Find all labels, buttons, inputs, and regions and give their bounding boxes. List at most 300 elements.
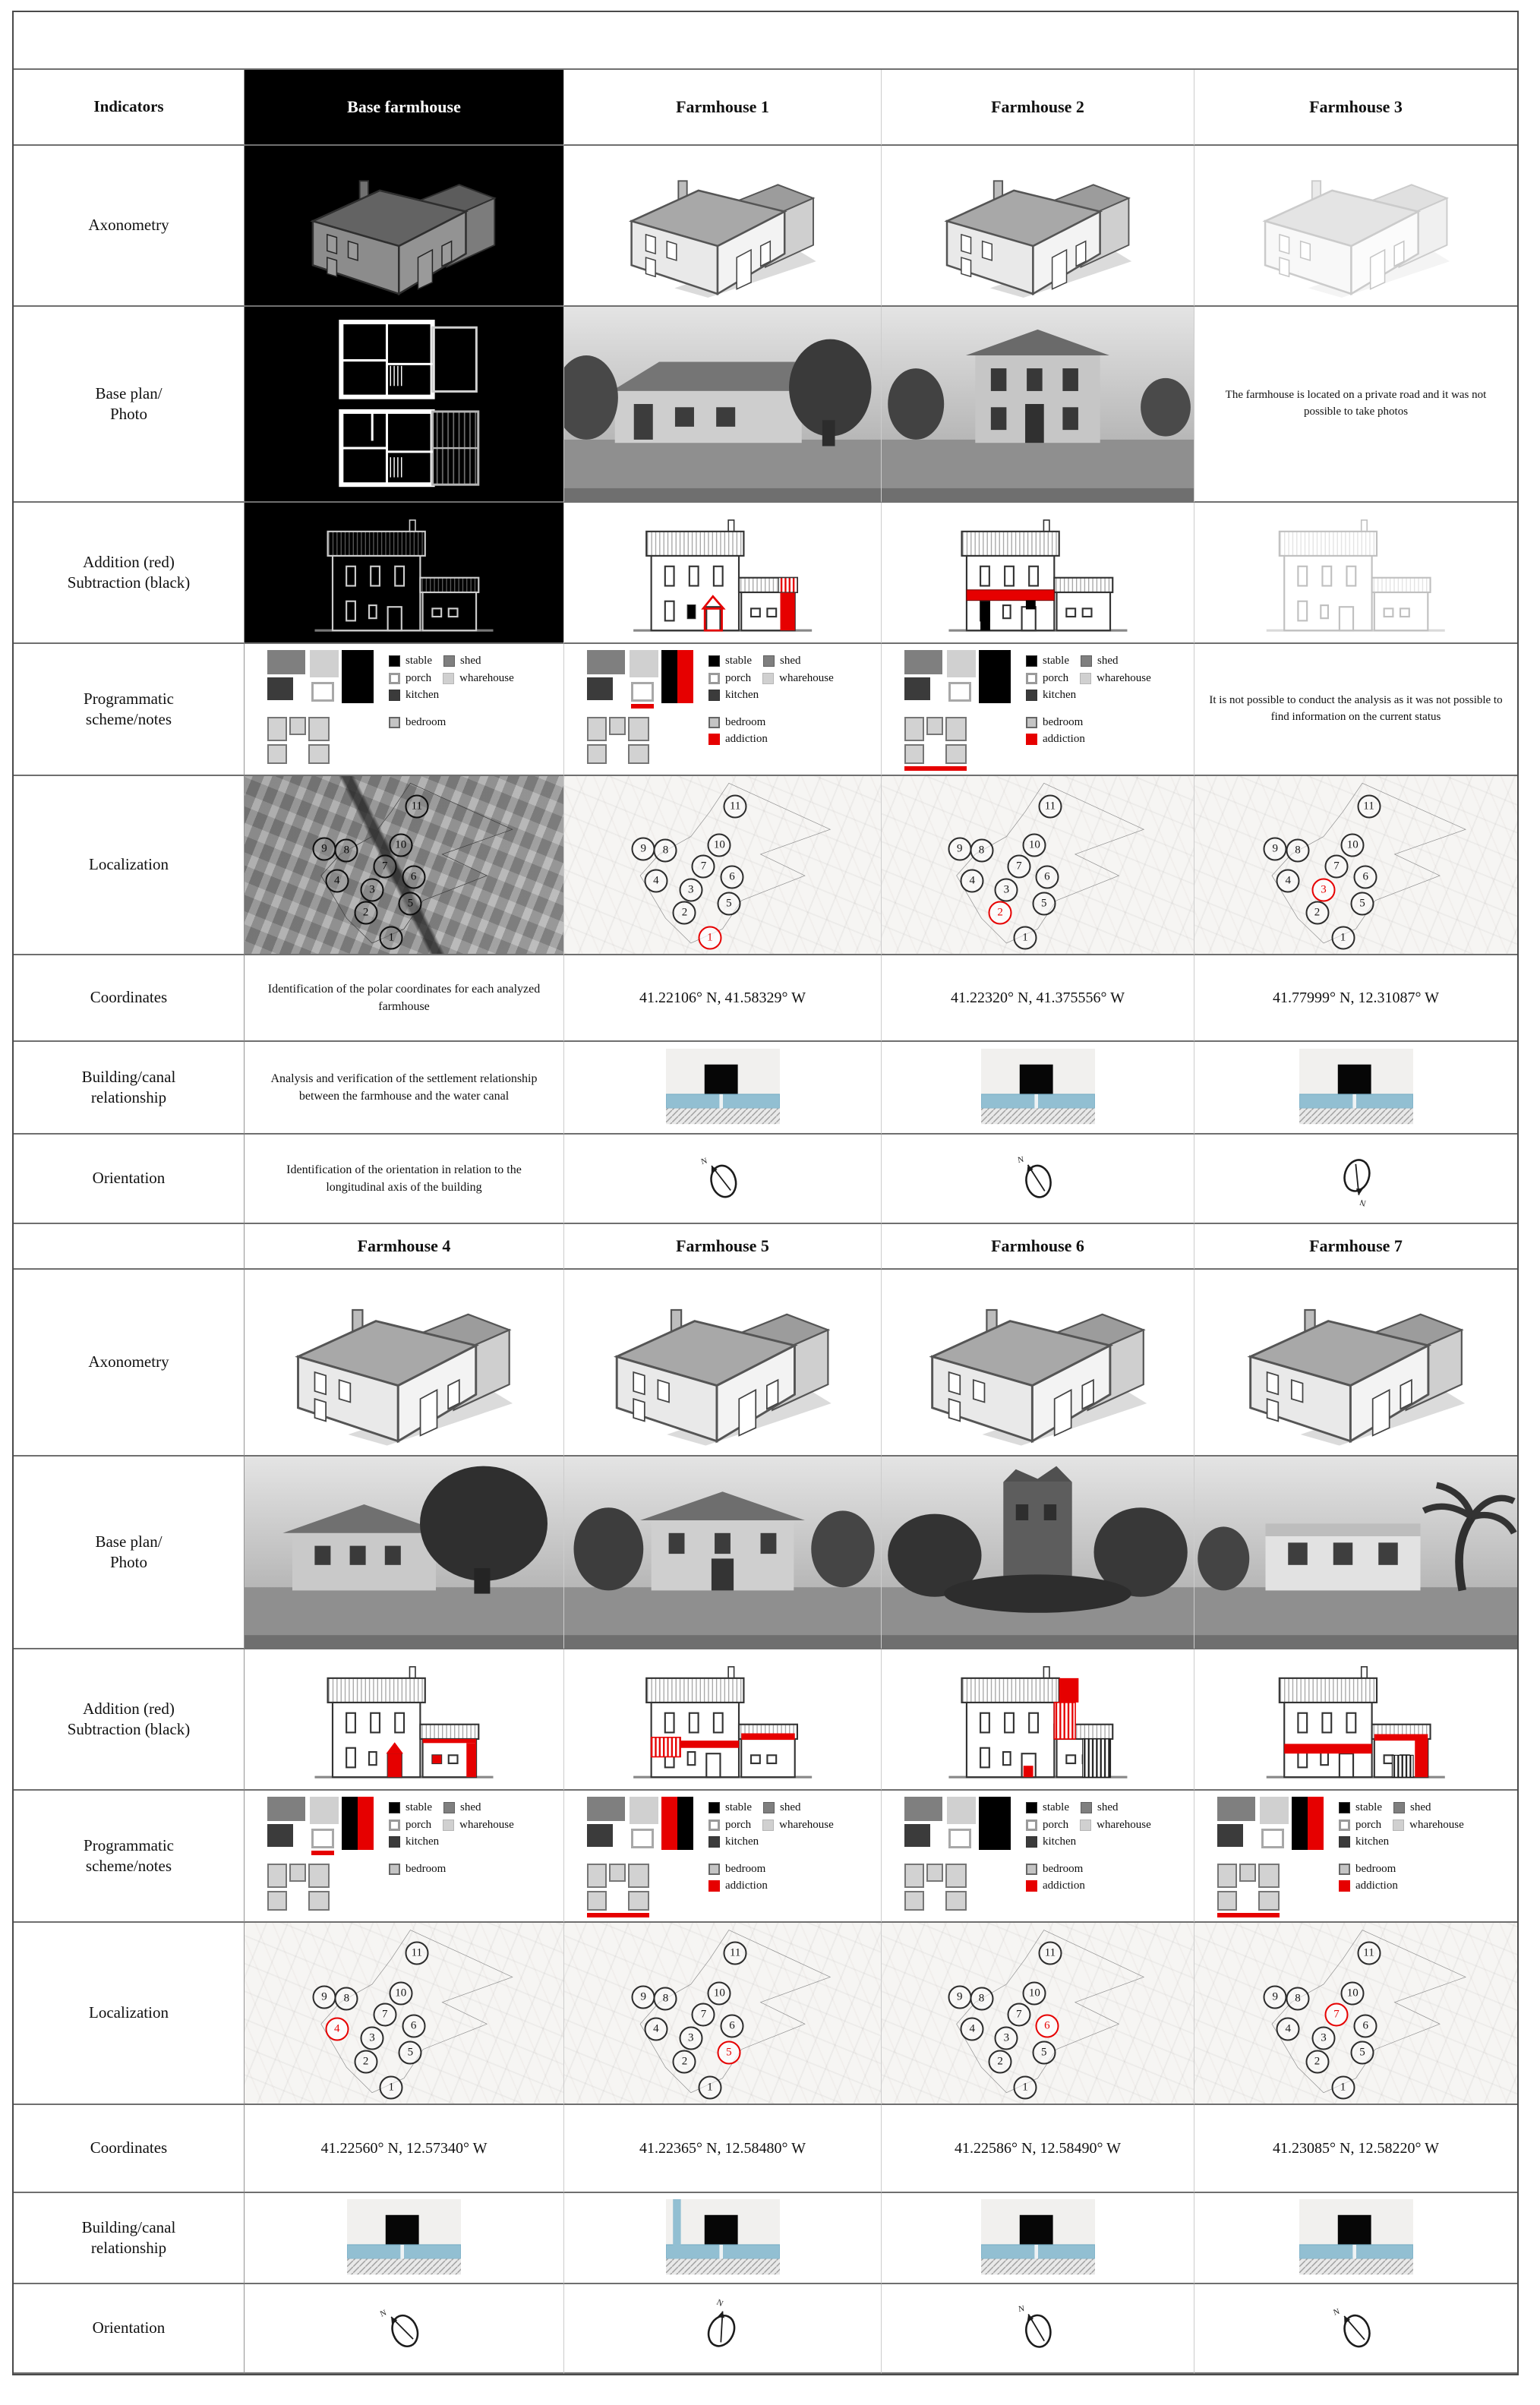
cell-coordinates-fh6 [882, 2105, 1194, 2193]
row-label-addsub-line1: Addition (red) [83, 552, 175, 571]
wharehouse-swatch [443, 1820, 454, 1831]
canal-diagram [666, 1049, 780, 1126]
scheme-block-bedroom [267, 744, 287, 764]
row-label-base-plan [14, 307, 245, 503]
row-label-base-plan [14, 1457, 245, 1649]
stable-swatch [708, 1802, 720, 1813]
scheme-blocks [904, 650, 1012, 773]
wharehouse-swatch [762, 1820, 774, 1831]
legend-label-wharehouse: wharehouse [779, 1818, 834, 1831]
cell-axonometry-fh1 [564, 146, 882, 307]
map-marker-6: 6 [1354, 2014, 1377, 2037]
porch-swatch [1026, 1820, 1037, 1831]
addiction-swatch [1026, 734, 1037, 745]
legend-label-wharehouse: wharehouse [1409, 1818, 1464, 1831]
row-label-programmatic-line2: scheme/notes [85, 710, 172, 728]
map-marker-2: 2 [989, 2050, 1012, 2074]
row-label-base-plan-line1: Base plan/ [95, 1532, 163, 1551]
porch-swatch [389, 1820, 400, 1831]
cell-axonometry-fh2 [882, 146, 1194, 307]
axonometry-drawing [586, 1279, 859, 1446]
elevation-drawing [580, 1656, 865, 1782]
legend-label-bedroom: bedroom [406, 1862, 447, 1875]
row-label-localization-text: Localization [89, 2003, 169, 2022]
header-base-farmhouse-label: Base farmhouse [347, 97, 461, 116]
scheme-block-kitchen [267, 1824, 293, 1847]
kitchen-swatch [1339, 1836, 1350, 1848]
legend-label-shed: shed [1097, 655, 1119, 667]
header-farmhouse-4-label: Farmhouse 4 [357, 1236, 451, 1255]
row-label-axonometry-text: Axonometry [88, 216, 169, 235]
district-boundary [1194, 776, 1517, 954]
farmhouse-photo [882, 1457, 1194, 1648]
programmatic-scheme [564, 644, 881, 775]
row-label-orientation-text: Orientation [92, 1169, 166, 1188]
map-marker-7: 7 [1007, 855, 1030, 879]
map-marker-3: 3 [679, 878, 702, 901]
map-marker-11: 11 [1038, 794, 1062, 818]
legend-row [708, 688, 840, 703]
scheme-block-bedroom [904, 744, 924, 764]
localization-map [1194, 1923, 1517, 2104]
canal-diagram [981, 1049, 1095, 1126]
legend-label-kitchen: kitchen [725, 1835, 759, 1848]
localization-map [564, 776, 881, 954]
header-farmhouse-5-label: Farmhouse 5 [676, 1236, 769, 1255]
map-marker-8: 8 [335, 1987, 358, 2010]
scheme-block-wharehouse [947, 650, 976, 677]
scheme-block-bedroom [1258, 1864, 1280, 1888]
scheme-block-bedroom [289, 717, 306, 735]
scheme-block-bedroom [926, 1864, 943, 1882]
scheme-legend [389, 650, 520, 732]
scheme-legend [1026, 650, 1157, 750]
addiction-swatch [1026, 1880, 1037, 1892]
shed-swatch [763, 655, 775, 667]
legend-row [708, 1879, 840, 1894]
porch-swatch [708, 673, 720, 684]
map-marker-7: 7 [373, 855, 396, 879]
scheme-block-stable [342, 1797, 374, 1850]
map-marker-7: 7 [1007, 2003, 1030, 2027]
scheme-block-kitchen [587, 1824, 613, 1847]
row-label-programmatic-line1: Programmatic [84, 689, 174, 708]
scheme-block-bedroom [628, 1891, 649, 1911]
map-marker-4: 4 [325, 2018, 349, 2041]
map-marker-9: 9 [313, 837, 336, 860]
map-marker-7: 7 [1325, 2003, 1349, 2027]
map-marker-7: 7 [1325, 855, 1349, 879]
localization-map [1194, 776, 1517, 954]
scheme-block-bedroom [267, 1891, 287, 1911]
scheme-legend [389, 1797, 520, 1879]
map-marker-8: 8 [335, 839, 358, 863]
map-marker-9: 9 [948, 837, 971, 860]
map-marker-3: 3 [1312, 2027, 1336, 2050]
scheme-legend [708, 1797, 840, 1896]
programmatic-scheme [564, 1791, 881, 1921]
comparison-table [12, 11, 1519, 2375]
map-marker-4: 4 [961, 870, 984, 893]
legend-label-shed: shed [780, 655, 801, 667]
map-marker-11: 11 [724, 794, 747, 818]
cell-orientation-fh1 [564, 1135, 882, 1224]
row-label-orientation-text: Orientation [92, 2318, 166, 2337]
scheme-block-bedroom [267, 1864, 287, 1888]
elevation-drawing [898, 510, 1179, 636]
photo-image [1194, 1457, 1517, 1648]
localization-map [882, 776, 1194, 954]
addiction-swatch [1339, 1880, 1350, 1892]
map-marker-2: 2 [354, 2050, 377, 2074]
scheme-block-stable [342, 650, 374, 703]
scheme-block-shed [587, 650, 625, 674]
stable-swatch [389, 1802, 400, 1813]
scheme-block-porch [311, 1829, 334, 1848]
farmhouse-photo [245, 1457, 563, 1648]
legend-row [1339, 1818, 1470, 1833]
header-farmhouse-6 [882, 1224, 1194, 1270]
row-label-canal-line2: relationship [90, 2239, 167, 2257]
legend-row [389, 1835, 520, 1850]
cell-scheme-base [245, 644, 564, 776]
scheme-blocks [587, 650, 695, 773]
row-label-localization-text: Localization [89, 855, 169, 874]
legend-row [389, 688, 520, 703]
scheme-block-kitchen [587, 677, 613, 700]
orientation-note: Identification of the orientation in relation to the longitudinal axis of the building [286, 1163, 522, 1194]
header2-spacer [14, 1224, 245, 1270]
scheme-block-porch [631, 682, 654, 702]
legend-label-porch: porch [725, 671, 752, 684]
cell-axonometry-fh4 [245, 1270, 564, 1457]
shed-swatch [763, 1802, 775, 1813]
scheme-block-stable [661, 650, 693, 703]
map-marker-1: 1 [380, 2075, 403, 2099]
header-farmhouse-2-label: Farmhouse 2 [991, 97, 1084, 116]
legend-label-addiction: addiction [725, 733, 768, 745]
scheme-block-addition-strip [587, 1913, 649, 1917]
photo-image [564, 307, 881, 501]
legend-label-stable: stable [1043, 655, 1069, 667]
cell-coordinates-fh3 [1194, 955, 1517, 1042]
map-marker-8: 8 [970, 1987, 993, 2010]
map-marker-11: 11 [724, 1942, 747, 1965]
scheme-block-bedroom [926, 717, 943, 735]
cell-scheme-fh6 [882, 1791, 1194, 1923]
map-marker-6: 6 [721, 2014, 744, 2037]
header-indicators [14, 70, 245, 146]
map-marker-4: 4 [325, 870, 349, 893]
legend-label-kitchen: kitchen [406, 1835, 440, 1848]
scheme-block-bedroom [587, 744, 607, 764]
legend-label-wharehouse: wharehouse [779, 671, 834, 684]
map-marker-6: 6 [402, 2014, 425, 2037]
header-farmhouse-3-label: Farmhouse 3 [1309, 97, 1403, 116]
scheme-block-addition-strip [311, 1851, 334, 1855]
row-label-coordinates-text: Coordinates [90, 2138, 168, 2157]
elevation-drawing [1210, 1656, 1501, 1782]
row-label-programmatic-line2: scheme/notes [85, 1857, 172, 1875]
legend-label-porch: porch [1043, 671, 1069, 684]
axonometry-drawing [586, 154, 859, 298]
cell-addsub-base [245, 503, 564, 644]
compass-icon [368, 2289, 440, 2368]
scheme-block-porch [948, 682, 971, 702]
map-marker-5: 5 [1351, 892, 1374, 916]
localization-map [564, 1923, 881, 2104]
scheme-block-bedroom [628, 717, 649, 741]
header-farmhouse-7 [1194, 1224, 1517, 1270]
coordinates-value: 41.22586° N, 12.58490° W [955, 2139, 1121, 2157]
map-marker-6: 6 [721, 866, 744, 889]
shed-swatch [1393, 1802, 1405, 1813]
map-marker-1: 1 [1331, 926, 1355, 949]
floor-plan-drawing [308, 313, 500, 496]
cell-coordinates-fh4 [245, 2105, 564, 2193]
cell-addsub-fh1 [564, 503, 882, 644]
map-marker-6: 6 [1354, 866, 1377, 889]
legend-row [1026, 1862, 1157, 1877]
legend-row [389, 1862, 520, 1877]
elevation-drawing [580, 510, 865, 636]
map-marker-2: 2 [673, 2050, 696, 2074]
bedroom-swatch [389, 1864, 400, 1875]
scheme-block-bedroom [308, 1891, 330, 1911]
map-marker-1: 1 [698, 926, 721, 949]
axonometry-drawing [904, 1279, 1172, 1446]
kitchen-swatch [708, 1836, 720, 1848]
scheme-block-kitchen [904, 677, 930, 700]
map-marker-9: 9 [632, 1985, 655, 2009]
bedroom-swatch [708, 717, 720, 728]
cell-photo-fh5 [564, 1457, 882, 1649]
scheme-block-bedroom [1217, 1891, 1237, 1911]
canal-diagram [1299, 1049, 1413, 1126]
cell-localization-fh5 [564, 1923, 882, 2105]
map-marker-4: 4 [961, 2018, 984, 2041]
header-farmhouse-1-label: Farmhouse 1 [676, 97, 769, 116]
farmhouse-photo [564, 307, 881, 501]
legend-label-stable: stable [406, 655, 432, 667]
bedroom-swatch [708, 1864, 720, 1875]
scheme-block-stable [979, 1797, 1011, 1850]
cell-orientation-fh5 [564, 2284, 882, 2374]
scheme-block-addition-strip [904, 766, 967, 771]
row-label-coordinates [14, 2105, 245, 2193]
cell-axonometry-fh6 [882, 1270, 1194, 1457]
compass-icon [689, 1141, 756, 1217]
row-label-canal [14, 1042, 245, 1135]
map-marker-10: 10 [1023, 1981, 1046, 2005]
map-marker-11: 11 [1357, 1942, 1381, 1965]
scheme-block-bedroom [308, 717, 330, 741]
stable-swatch [389, 655, 400, 667]
cell-scheme-fh5 [564, 1791, 882, 1923]
legend-label-bedroom: bedroom [725, 1862, 766, 1875]
photo-image [882, 307, 1194, 501]
cell-photo-fh6 [882, 1457, 1194, 1649]
row-label-base-plan-line1: Base plan/ [95, 383, 163, 402]
map-marker-1: 1 [380, 926, 403, 949]
programmatic-scheme [1194, 1791, 1517, 1921]
district-boundary [882, 1923, 1194, 2104]
legend-label-bedroom: bedroom [1043, 715, 1084, 728]
scheme-blocks [267, 650, 375, 773]
legend-label-kitchen: kitchen [1043, 689, 1077, 701]
scheme-block-bedroom [945, 1864, 967, 1888]
kitchen-swatch [708, 690, 720, 701]
map-marker-2: 2 [1305, 901, 1329, 925]
legend-label-shed: shed [780, 1801, 801, 1813]
scheme-legend [1339, 1797, 1470, 1896]
scheme-block-porch [631, 1829, 654, 1848]
row-label-canal-line2: relationship [90, 1088, 167, 1106]
map-marker-5: 5 [1032, 892, 1056, 916]
cell-canal-fh6 [882, 2193, 1194, 2284]
district-boundary [245, 776, 563, 954]
porch-swatch [1339, 1820, 1350, 1831]
coordinates-note: Identification of the polar coordinates for each analyzed farmhouse [267, 982, 541, 1013]
bedroom-swatch [1339, 1864, 1350, 1875]
legend-label-bedroom: bedroom [406, 715, 447, 728]
scheme-block-wharehouse [310, 650, 339, 677]
programmatic-scheme [245, 1791, 563, 1921]
scheme-block-bedroom [308, 1864, 330, 1888]
legend-label-addiction: addiction [725, 1879, 768, 1892]
map-marker-1: 1 [1014, 926, 1037, 949]
legend-row [1339, 1835, 1470, 1850]
cell-coordinates-fh5 [564, 2105, 882, 2193]
legend-label-kitchen: kitchen [725, 689, 759, 701]
row-label-addsub-line2: Subtraction (black) [67, 1720, 191, 1738]
cell-photo-fh1 [564, 307, 882, 503]
scheme-block-bedroom [945, 744, 967, 764]
cell-baseplan-base [245, 307, 564, 503]
cell-orientation-fh3 [1194, 1135, 1517, 1224]
district-boundary [245, 1923, 563, 2104]
scheme-block-kitchen [904, 1824, 930, 1847]
legend-label-porch: porch [1355, 1818, 1382, 1831]
map-marker-8: 8 [1286, 839, 1310, 863]
scheme-block-bedroom [628, 744, 649, 764]
legend-row [1026, 1818, 1157, 1833]
cell-coordinates-fh2 [882, 955, 1194, 1042]
cell-axonometry-fh5 [564, 1270, 882, 1457]
map-marker-2: 2 [989, 901, 1012, 925]
cell-orientation-fh7 [1194, 2284, 1517, 2374]
legend-row [1026, 1801, 1157, 1816]
cell-localization-fh2 [882, 776, 1194, 955]
cell-scheme-fh1 [564, 644, 882, 776]
cell-photo-fh3 [1194, 307, 1517, 503]
coordinates-value: 41.23085° N, 12.58220° W [1273, 2139, 1439, 2157]
map-marker-10: 10 [1341, 1981, 1365, 2005]
map-marker-5: 5 [399, 892, 422, 916]
cell-scheme-fh2 [882, 644, 1194, 776]
legend-label-porch: porch [406, 1818, 432, 1831]
scheme-legend [708, 650, 840, 750]
map-marker-10: 10 [708, 1981, 731, 2005]
row-label-base-plan-line2: Photo [109, 405, 147, 423]
programmatic-scheme [245, 644, 563, 775]
elevation-drawing [1210, 510, 1501, 636]
map-marker-3: 3 [361, 2027, 384, 2050]
cell-addsub-fh4 [245, 1649, 564, 1791]
legend-row [1339, 1862, 1470, 1877]
shed-swatch [443, 1802, 455, 1813]
porch-swatch [1026, 673, 1037, 684]
cell-coordinates-note [245, 955, 564, 1042]
map-marker-11: 11 [1038, 1942, 1062, 1965]
district-boundary [882, 776, 1194, 954]
legend-label-porch: porch [725, 1818, 752, 1831]
map-marker-9: 9 [313, 1985, 336, 2009]
addiction-swatch [708, 734, 720, 745]
header-indicators-label: Indicators [93, 97, 164, 116]
header-farmhouse-5 [564, 1224, 882, 1270]
scheme-block-bedroom [587, 1864, 607, 1888]
row-label-axonometry-text: Axonometry [88, 1352, 169, 1371]
elevation-drawing [898, 1656, 1179, 1782]
legend-label-wharehouse: wharehouse [459, 671, 514, 684]
legend-label-stable: stable [725, 1801, 752, 1813]
kitchen-swatch [389, 1836, 400, 1848]
legend-row [1026, 1879, 1157, 1894]
farmhouse-photo [564, 1457, 881, 1648]
row-label-orientation [14, 1135, 245, 1224]
legend-row [1026, 715, 1157, 731]
cell-axonometry-fh7 [1194, 1270, 1517, 1457]
row-label-canal [14, 2193, 245, 2284]
scheme-legend [1026, 1797, 1157, 1896]
map-marker-5: 5 [399, 2041, 422, 2065]
stable-swatch [708, 655, 720, 667]
cell-localization-fh4 [245, 1923, 564, 2105]
scheme-block-porch [1261, 1829, 1284, 1848]
legend-row [708, 1801, 840, 1816]
coordinates-value: 41.22365° N, 12.58480° W [639, 2139, 806, 2157]
axonometry-drawing [1217, 1279, 1495, 1446]
scheme-block-bedroom [904, 1891, 924, 1911]
row-label-programmatic [14, 1791, 245, 1923]
wharehouse-swatch [443, 673, 454, 684]
legend-row [1026, 732, 1157, 747]
cell-canal-fh1 [564, 1042, 882, 1135]
row-label-addsub-line1: Addition (red) [83, 1699, 175, 1718]
cell-addsub-fh7 [1194, 1649, 1517, 1791]
legend-label-shed: shed [1097, 1801, 1119, 1813]
compass-icon [1007, 2293, 1068, 2363]
legend-row [389, 1801, 520, 1816]
header-base-farmhouse [245, 70, 564, 146]
header-farmhouse-3 [1194, 70, 1517, 146]
elevation-drawing [260, 510, 548, 636]
legend-row [1026, 1835, 1157, 1850]
map-marker-3: 3 [1312, 878, 1336, 901]
legend-label-porch: porch [406, 671, 432, 684]
bedroom-swatch [1026, 1864, 1037, 1875]
legend-row [708, 715, 840, 731]
legend-label-porch: porch [1043, 1818, 1069, 1831]
cell-orientation-fh2 [882, 1135, 1194, 1224]
legend-row [389, 654, 520, 669]
legend-label-addiction: addiction [1043, 733, 1085, 745]
cell-addsub-fh3 [1194, 503, 1517, 644]
map-marker-3: 3 [995, 878, 1018, 901]
scheme-block-bedroom [609, 717, 626, 735]
map-marker-8: 8 [1286, 1987, 1310, 2010]
